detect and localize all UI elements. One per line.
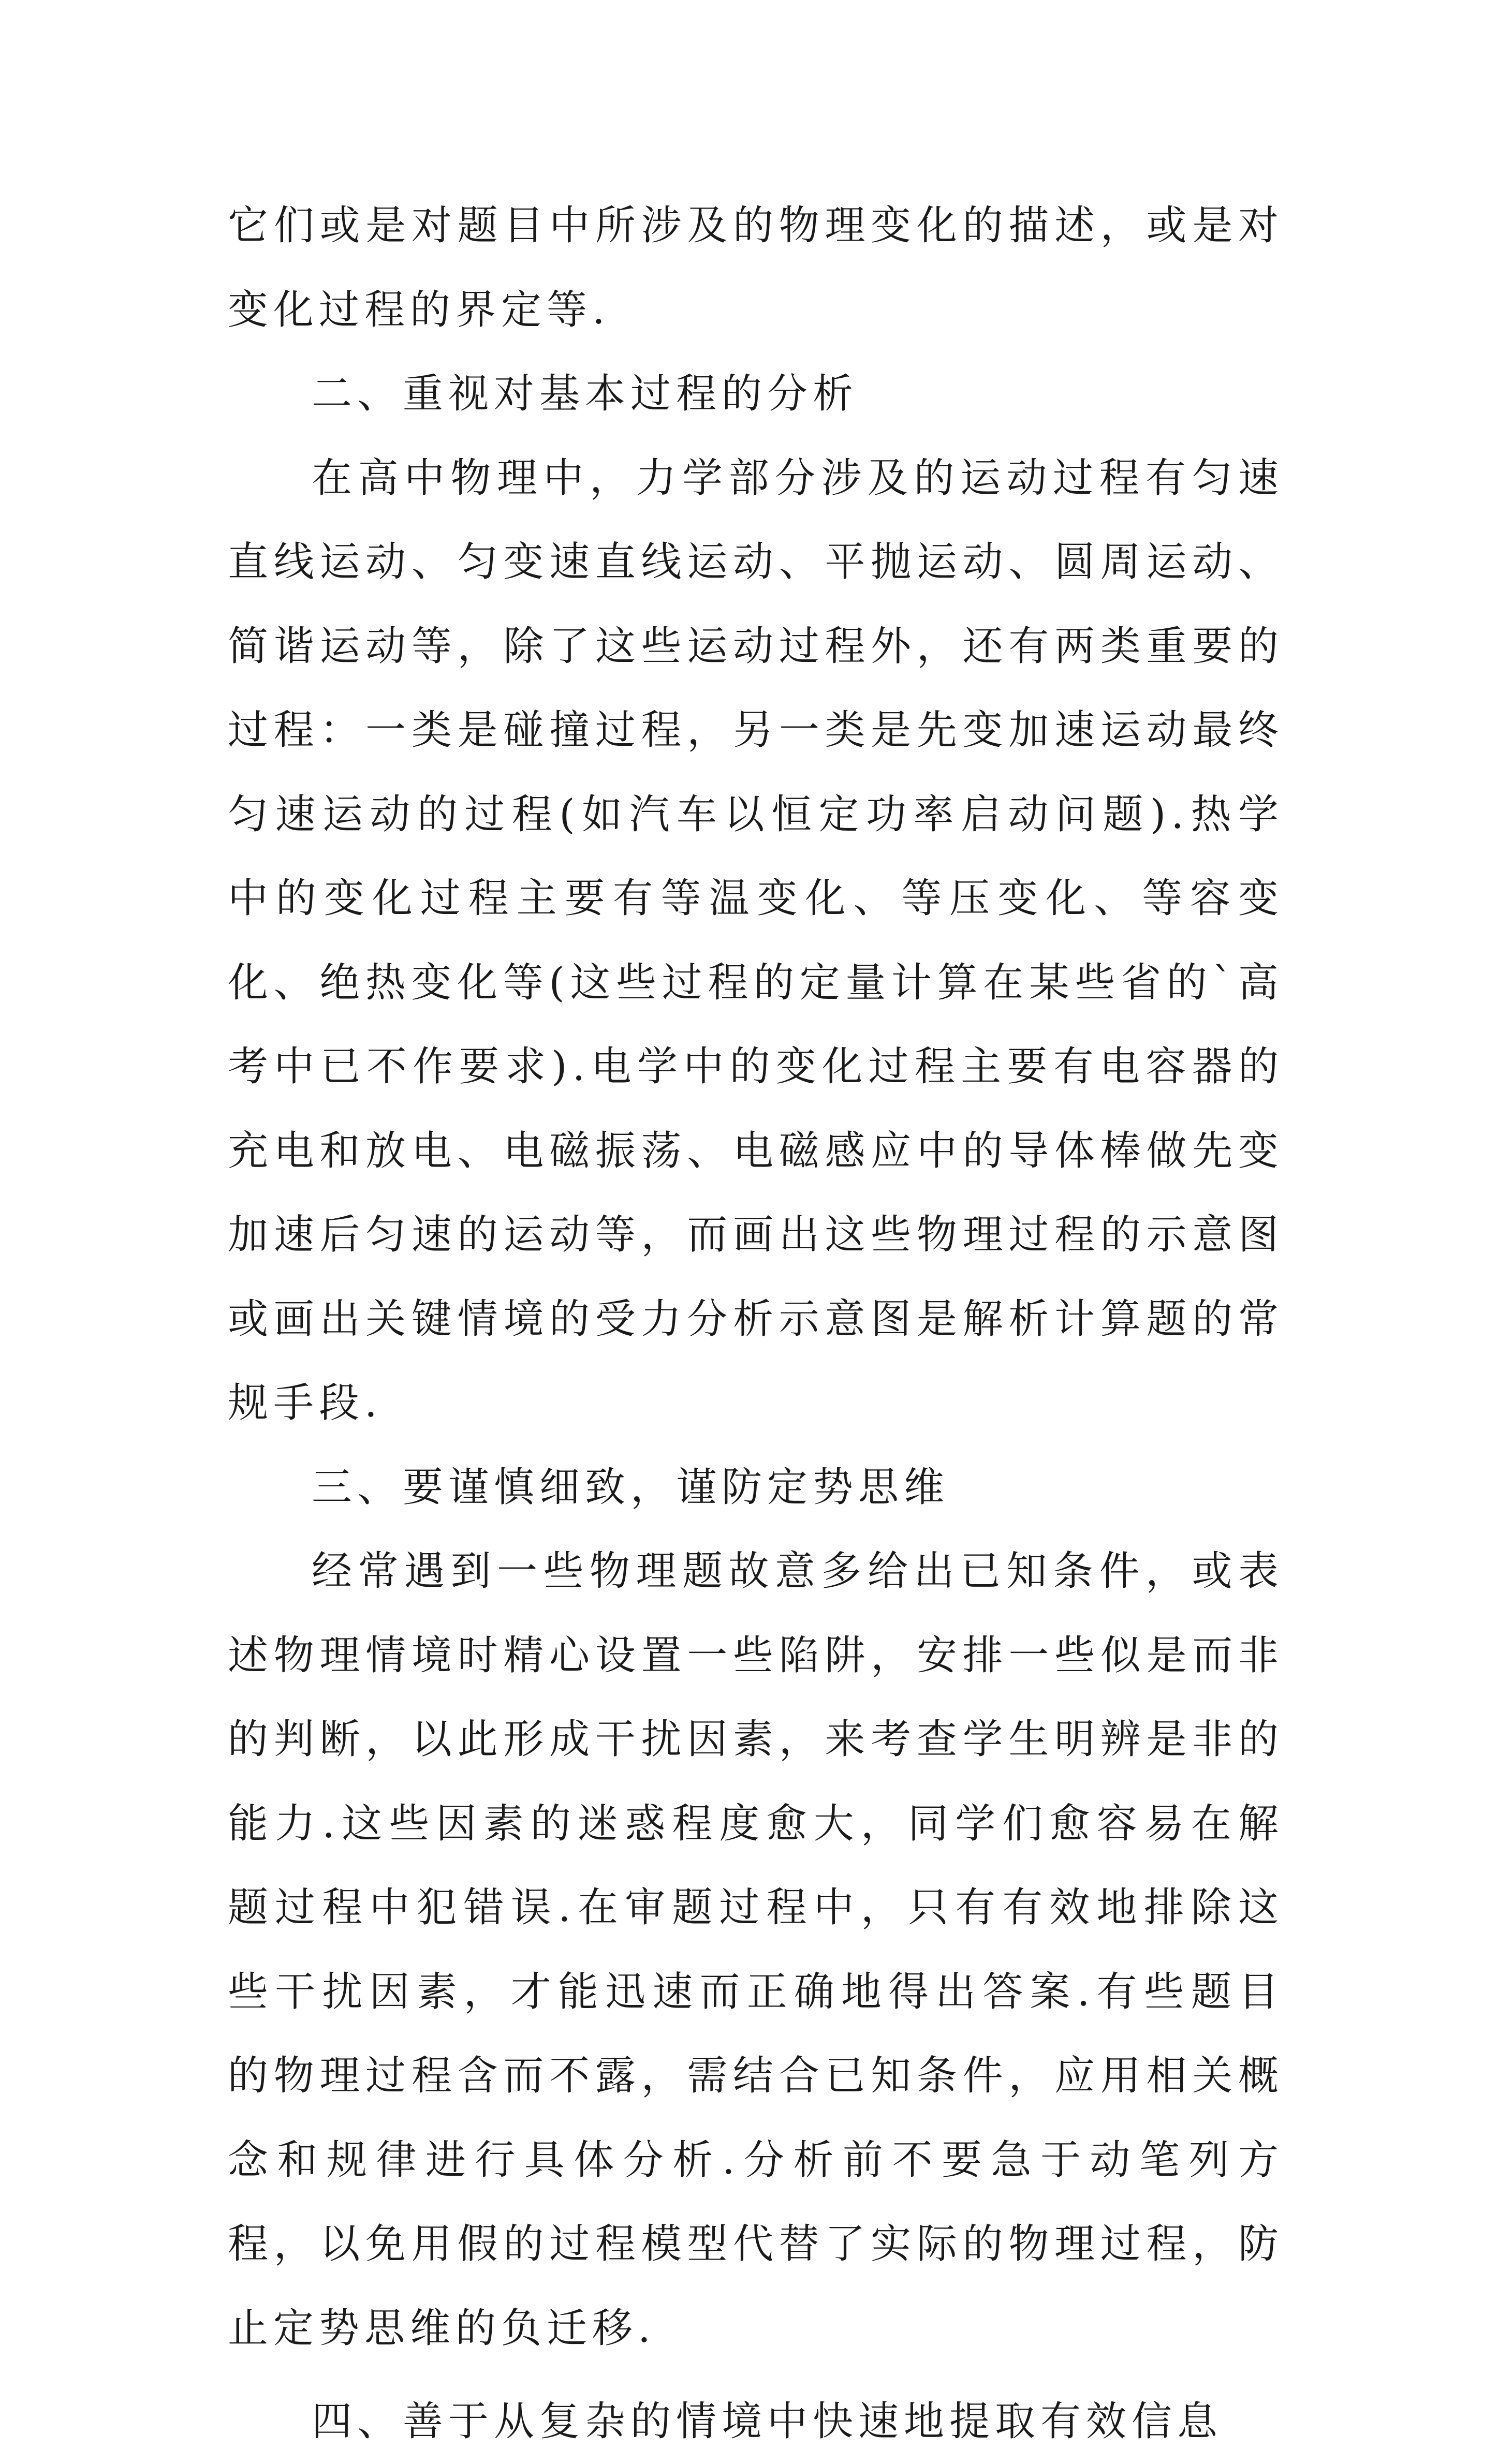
document-body: [228, 184, 1284, 2464]
section-heading-2: 二、重视对基本过程的分析: [312, 371, 859, 417]
paragraph-basic-processes: 在高中物理中，力学部分涉及的运动过程有匀速直线运动、匀变速直线运动、平抛运动、圆周运动、简谐运动等，除了这些运动过程外，还有两类重要的过程：一类是碰撞过程，另一类是先变加速运动最终匀速运动的过程(如汽车以恒定功率启动问题).热学中的变化过程主要有等温变化、等压变化、等容变化、绝热变化等(这些过程的定量计算在某些省的`高考中已不作要求).电学中的变化过程主要有电容器的充电和放电、电磁振荡、电磁感应中的导体棒做先变加速后匀速的运动等，而画出这些物理过程的示意图或画出关键情境的受力分析示意图是解析计算题的常规手段.: [228, 454, 1284, 1426]
paragraph-avoid-fixed-thinking: 经常遇到一些物理题故意多给出已知条件，或表述物理情境时精心设置一些陷阱，安排一些似是而非的判断，以此形成干扰因素，来考查学生明辨是非的能力.这些因素的迷惑程度愈大，同学们愈容易在解题过程中犯错误.在审题过程中，只有有效地排除这些干扰因素，才能迅速而正确地得出答案.有些题目的物理过程含而不露，需结合已知条件，应用相关概念和规律进行具体分析.分析前不要急于动笔列方程，以免用假的过程模型代替了实际的物理过程，防止定势思维的负迁移.: [228, 1548, 1284, 2352]
paragraph-continuation: 它们或是对题目中所涉及的物理变化的描述，或是对变化过程的界定等.: [228, 202, 1284, 333]
section-heading-4: 四、善于从复杂的情境中快速地提取有效信息: [312, 2398, 1223, 2445]
section-heading-3: 三、要谨慎细致，谨防定势思维: [312, 1464, 950, 1511]
